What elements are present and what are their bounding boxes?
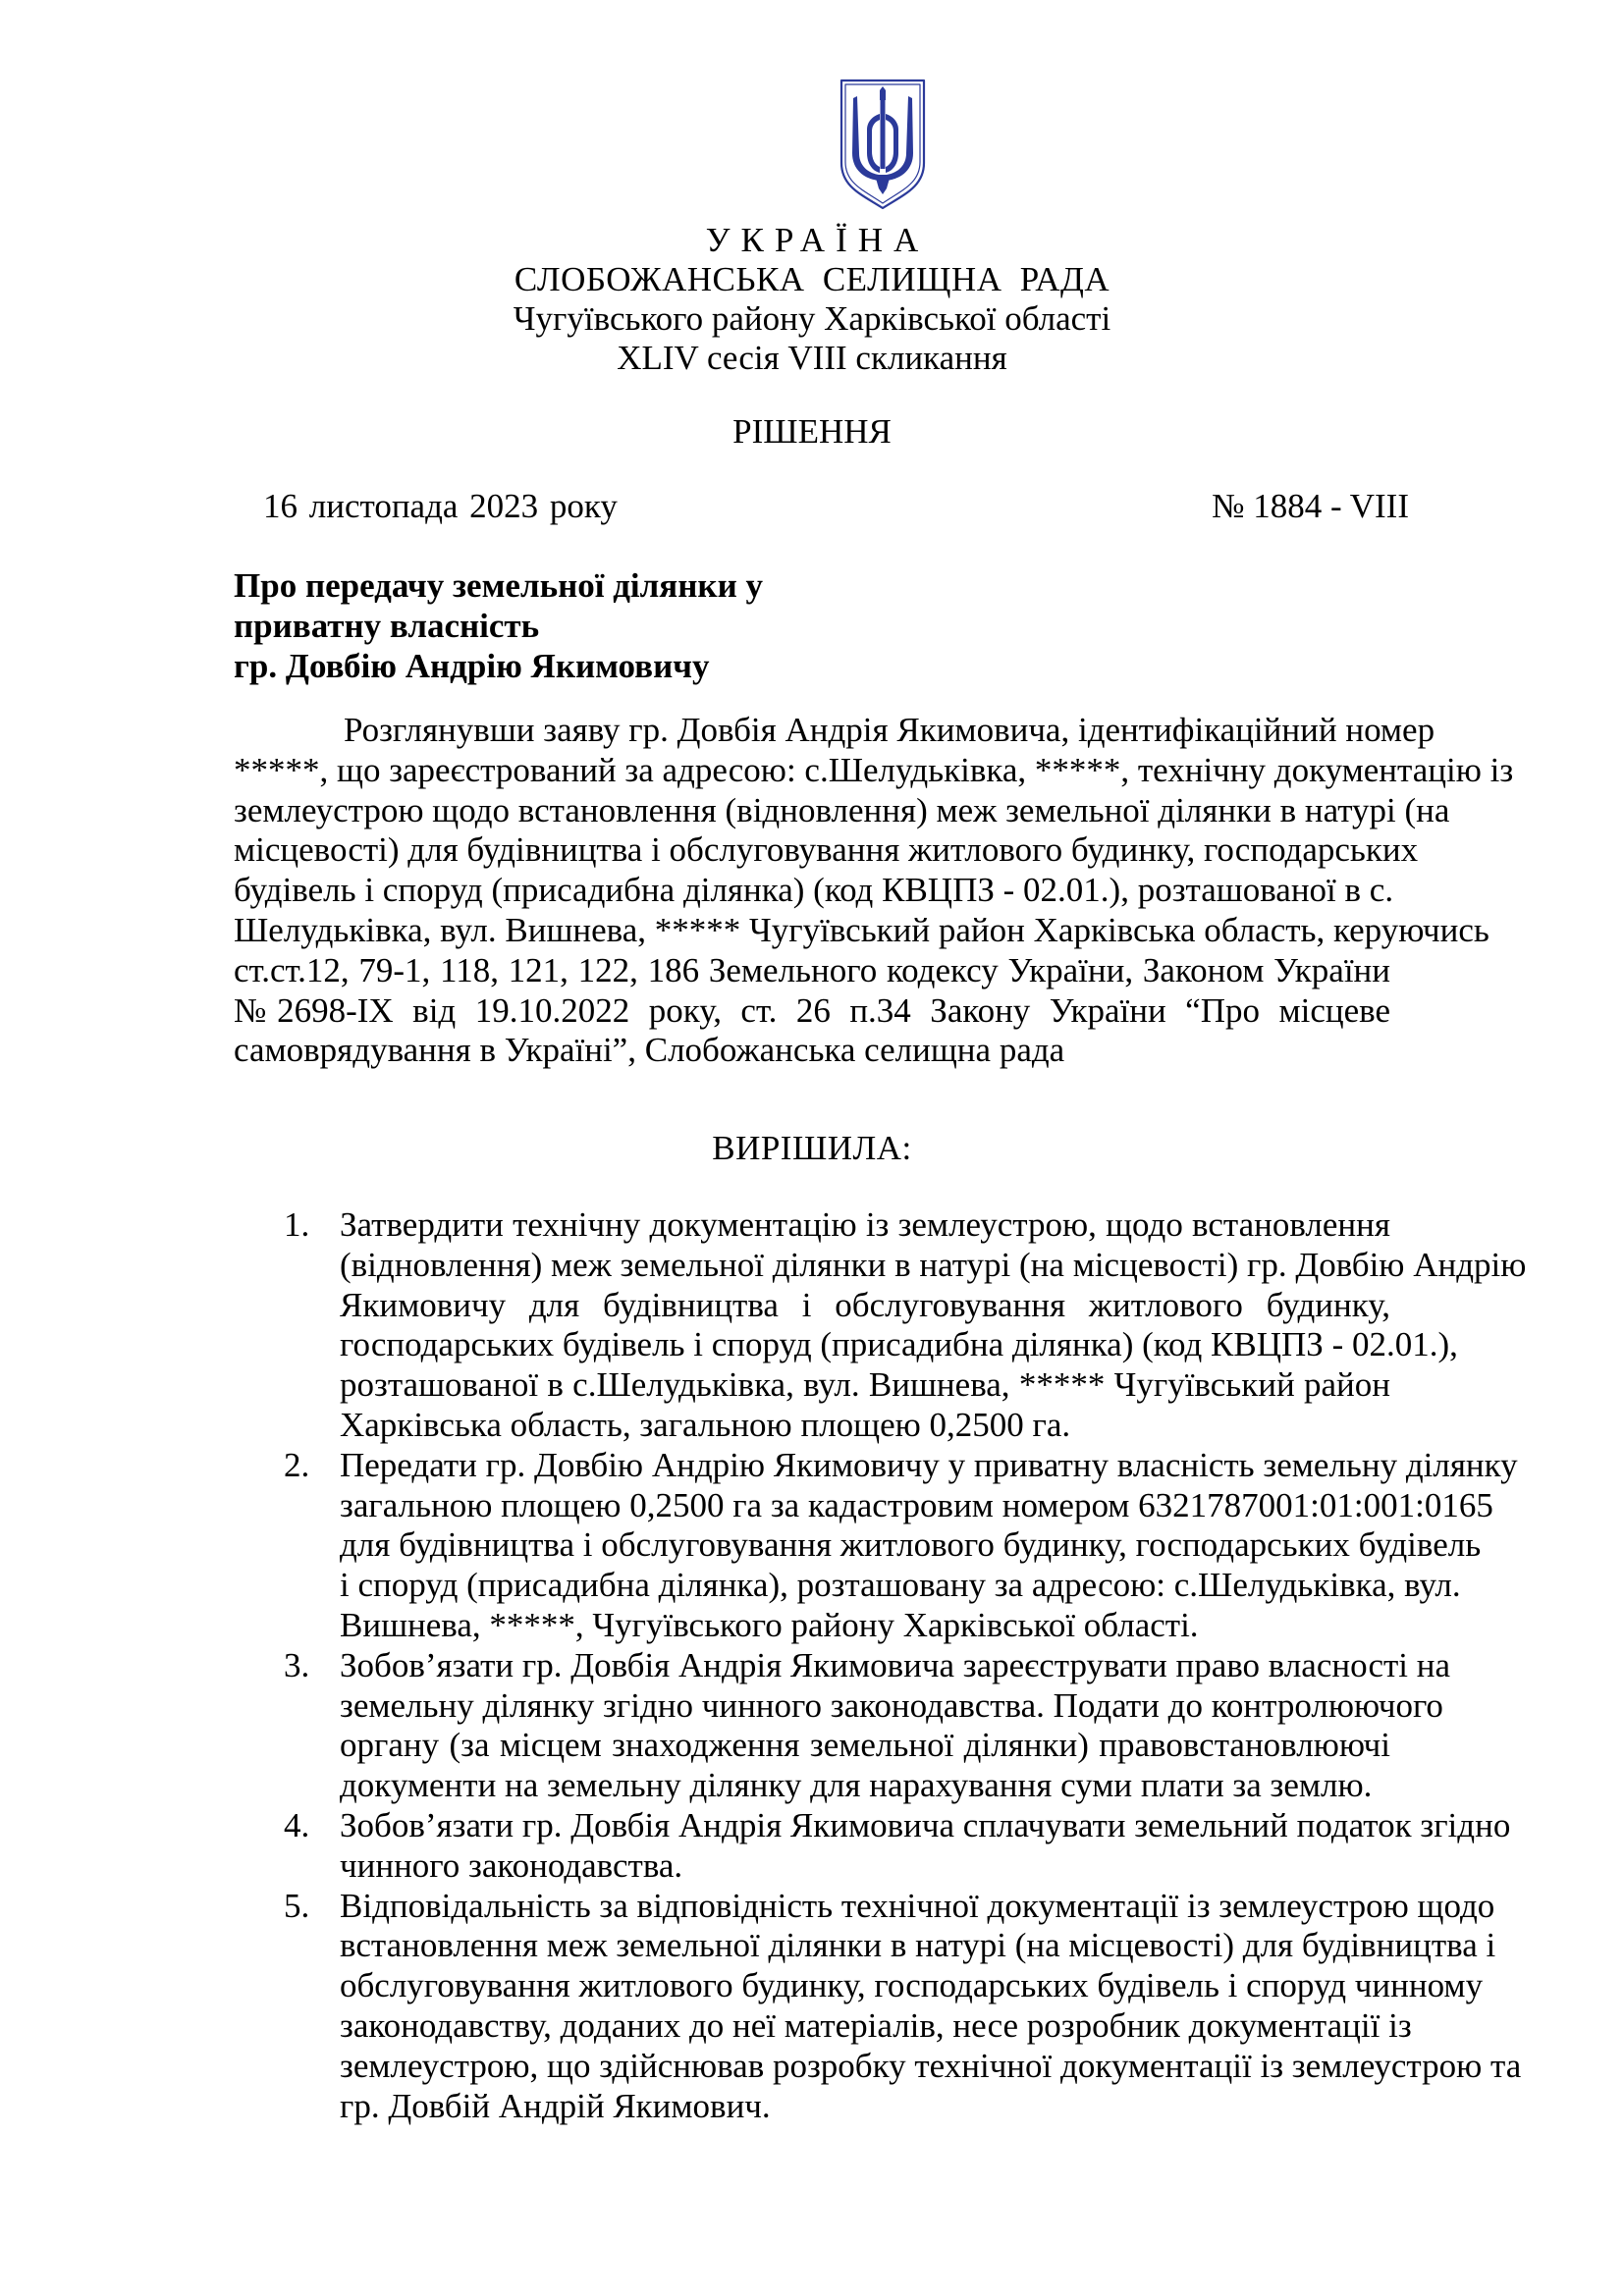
- preamble-line: будівель і споруд (присадибна ділянка) (код КВЦПЗ - 02.01.), розташованої в с.: [234, 871, 1394, 910]
- item-line: Вишнева, *****, Чугуївського району Харківської області.: [340, 1605, 1199, 1644]
- list-item: [234, 1445, 1518, 1646]
- item-line: Зобов’язати гр. Довбія Андрія Якимовича сплачувати земельний податок згідно: [340, 1805, 1511, 1844]
- decision-subject: [234, 565, 763, 686]
- item-line: Передати гр. Довбію Андрію Якимовичу у приватну власність земельну ділянку: [340, 1445, 1518, 1484]
- preamble-line: Розглянувши заяву гр. Довбія Андрія Якимовича, ідентифікаційний номер: [344, 711, 1435, 749]
- document-type: РІШЕННЯ: [732, 412, 892, 451]
- item-line: і споруд (присадибна ділянка), розташовану за адресою: с.Шелудьківка, вул.: [340, 1566, 1461, 1605]
- preamble-line: Шелудьківка, вул. Вишнева, ***** Чугуївський район Харківська область, керуючись: [234, 910, 1489, 949]
- decision-date: 16 листопада 2023 року: [263, 487, 618, 525]
- item-line: для будівництва і обслуговування житлового будинку, господарських будівель: [340, 1525, 1482, 1565]
- subject-line: гр. Довбію Андрію Якимовичу: [234, 647, 710, 685]
- decision-number: № 1884 - VIII: [1212, 487, 1409, 525]
- decision-items-list: [234, 1205, 1527, 2126]
- council-name: СЛОБОЖАНСЬКА СЕЛИЩНА РАДА: [514, 260, 1110, 298]
- item-line: Харківська область, загальною площею 0,2500 га.: [340, 1405, 1071, 1444]
- item-line: обслуговування житлового будинку, господарських будівель і споруд чинному: [340, 1966, 1484, 2005]
- item-line: Якимовичу для будівництва і обслуговування житлового будинку,: [340, 1285, 1390, 1324]
- preamble-paragraph: [234, 711, 1514, 1071]
- list-item: [234, 1805, 1511, 1887]
- item-line: загальною площею 0,2500 га за кадастровим номером 6321787001:01:001:0165: [340, 1485, 1493, 1524]
- item-line: чинного законодавства.: [340, 1845, 683, 1885]
- district-name: Чугуївського району Харківської області: [513, 299, 1111, 338]
- list-item: [234, 1886, 1522, 2127]
- subject-line: приватну власність: [234, 607, 540, 645]
- item-line: розташованої в с.Шелудьківка, вул. Вишнева, ***** Чугуївський район: [340, 1365, 1390, 1405]
- preamble-line: ст.ст.12, 79-1, 118, 121, 122, 186 Земельного кодексу України, Законом України: [234, 950, 1390, 989]
- resolved-heading: ВИРІШИЛА:: [712, 1129, 912, 1167]
- item-line: землеустрою, що здійснював розробку технічної документації із землеустрою та: [340, 2046, 1522, 2085]
- item-line: законодавству, доданих до неї матеріалів, несе розробник документації із: [340, 2005, 1412, 2045]
- item-line: документи на земельну ділянку для нарахування суми плати за землю.: [340, 1766, 1373, 1805]
- preamble-line: землеустрою щодо встановлення (відновлення) меж земельної ділянки в натурі (на: [234, 790, 1450, 829]
- item-line: органу (за місцем знаходження земельної ділянки) правовстановлюючі: [340, 1726, 1390, 1765]
- preamble-line: місцевості) для будівництва і обслуговування житлового будинку, господарських: [234, 830, 1419, 870]
- list-item: [234, 1205, 1527, 1446]
- item-line: встановлення меж земельної ділянки в натурі (на місцевості) для будівництва і: [340, 1926, 1496, 1965]
- item-line: гр. Довбій Андрій Якимович.: [340, 2086, 771, 2125]
- item-line: Затвердити технічну документацію із землеустрою, щодо встановлення: [340, 1205, 1390, 1244]
- country-name: УКРАЇНА: [705, 221, 930, 259]
- item-number: 5.: [284, 1886, 310, 1925]
- item-number: 1.: [284, 1205, 310, 1244]
- item-number: 3.: [284, 1645, 310, 1684]
- item-line: господарських будівель і споруд (присадибна ділянка) (код КВЦПЗ - 02.01.),: [340, 1325, 1458, 1364]
- preamble-line: №2698-IX від 19.10.2022 року, ст. 26 п.34 Закону України “Про місцеве: [234, 990, 1390, 1030]
- list-item: [234, 1645, 1451, 1806]
- item-line: (відновлення) меж земельної ділянки в натурі (на місцевості) гр. Довбію Андрію: [340, 1245, 1527, 1284]
- session-label: XLIV сесія VIII скликання: [617, 339, 1007, 377]
- item-line: Відповідальність за відповідність технічної документації із землеустрою щодо: [340, 1886, 1495, 1925]
- item-number: 4.: [284, 1805, 310, 1844]
- document-header: [0, 221, 1624, 378]
- item-line: земельну ділянку згідно чинного законодавства. Подати до контролюючого: [340, 1685, 1443, 1725]
- trident-coat-of-arms-icon: [838, 77, 928, 212]
- item-number: 2.: [284, 1445, 310, 1484]
- subject-line: Про передачу земельної ділянки у: [234, 566, 763, 605]
- item-line: Зобов’язати гр. Довбія Андрія Якимовича зареєструвати право власності на: [340, 1645, 1451, 1684]
- preamble-line: *****, що зареєстрований за адресою: с.Шелудьківка, *****, технічну документацію із: [234, 750, 1514, 789]
- preamble-line: самоврядування в Україні”, Слобожанська селищна рада: [234, 1031, 1065, 1070]
